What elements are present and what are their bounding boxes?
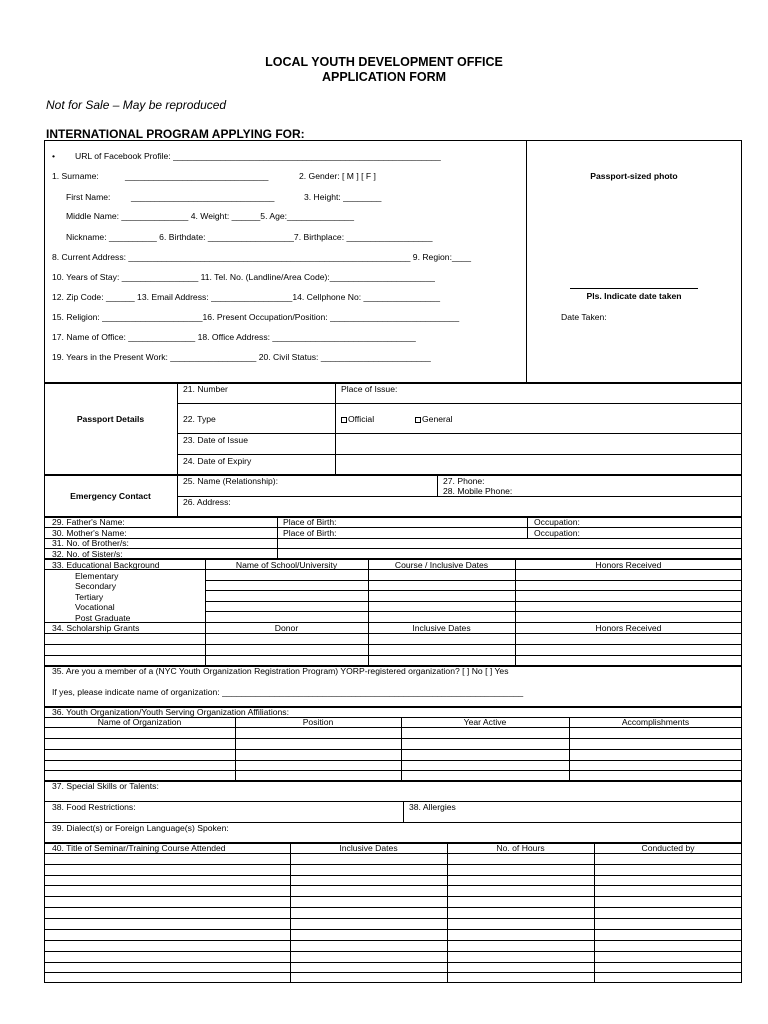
dialects-field[interactable]: 39. Dialect(s) or Foreign Language(s) Spoken: bbox=[52, 823, 229, 833]
course-column-header: Course / Inclusive Dates bbox=[394, 560, 489, 570]
checkbox-icon[interactable] bbox=[341, 417, 347, 423]
height-field[interactable]: 3. Height: ________ bbox=[304, 192, 382, 202]
mother-occupation-label: Occupation: bbox=[534, 528, 580, 538]
level-vocational: Vocational bbox=[75, 602, 115, 612]
emergency-contact-label: Emergency Contact bbox=[70, 491, 151, 501]
mother-name-label: 30. Mother's Name: bbox=[52, 528, 127, 538]
father-birthplace-label: Place of Birth: bbox=[283, 517, 337, 527]
phone-label: 27. Phone: bbox=[443, 476, 485, 486]
official-label: Official bbox=[348, 414, 375, 424]
father-name-label: 29. Father's Name: bbox=[52, 517, 125, 527]
religion-row[interactable]: 15. Religion: _____________________16. Present Occupation/Position: ___________________________ bbox=[52, 312, 460, 322]
first-name-field[interactable]: ______________________________ bbox=[131, 192, 275, 202]
place-of-issue-label: Place of Issue: bbox=[341, 384, 398, 394]
brothers-label: 31. No. of Brother/s: bbox=[52, 538, 129, 548]
conducted-by-column-header: Conducted by bbox=[641, 843, 695, 853]
photo-date-note: Pls. Indicate date taken bbox=[586, 291, 682, 301]
education-table bbox=[44, 559, 742, 666]
seminar-hours-column-header: No. of Hours bbox=[496, 843, 545, 853]
organization-column-header: Name of Organization bbox=[97, 717, 182, 727]
official-option[interactable] bbox=[341, 414, 374, 424]
school-column-header: Name of School/University bbox=[235, 560, 338, 570]
facebook-url-field[interactable]: URL of Facebook Profile: ________________________________________________________ bbox=[75, 151, 441, 161]
passport-number-label: 21. Number bbox=[183, 384, 228, 394]
level-secondary: Secondary bbox=[75, 581, 117, 591]
office-name-row[interactable]: 17. Name of Office: ______________ 18. Office Address: ______________________________ bbox=[52, 332, 416, 342]
emergency-address-label: 26. Address: bbox=[183, 497, 231, 507]
general-label: General bbox=[422, 414, 453, 424]
sisters-label: 32. No. of Sister/s: bbox=[52, 549, 123, 559]
bullet: • bbox=[52, 151, 56, 161]
surname-field[interactable]: ______________________________ bbox=[125, 171, 269, 181]
office-title: LOCAL YOUTH DEVELOPMENT OFFICE bbox=[265, 55, 503, 69]
middle-name-row[interactable]: Middle Name: ______________ 4. Weight: ______5. Age:______________ bbox=[66, 211, 354, 221]
donor-column-header: Donor bbox=[274, 623, 299, 633]
inclusive-dates-column-header: Inclusive Dates bbox=[412, 623, 471, 633]
special-skills-field[interactable]: 37. Special Skills or Talents: bbox=[52, 781, 159, 791]
years-work-row[interactable]: 19. Years in the Present Work: __________________ 20. Civil Status: _______________________ bbox=[52, 352, 431, 362]
level-tertiary: Tertiary bbox=[75, 592, 104, 602]
general-option[interactable] bbox=[415, 414, 453, 424]
honors-column-header: Honors Received bbox=[595, 560, 662, 570]
mother-birthplace-label: Place of Birth: bbox=[283, 528, 337, 538]
mobile-phone-label: 28. Mobile Phone: bbox=[443, 486, 513, 496]
scholarship-honors-column-header: Honors Received bbox=[595, 623, 662, 633]
position-column-header: Position bbox=[302, 717, 334, 727]
current-address-row[interactable]: 8. Current Address: ___________________________________________________________ 9. Region:____ bbox=[52, 252, 472, 262]
father-occupation-label: Occupation: bbox=[534, 517, 580, 527]
affiliations-header: 36. Youth Organization/Youth Serving Organization Affiliations: bbox=[52, 707, 289, 717]
form-title: APPLICATION FORM bbox=[321, 70, 447, 84]
yorp-question[interactable]: 35. Are you a member of a (NYC Youth Organization Registration Program) YORP-registered organization? [ ] No [ ] Yes bbox=[52, 666, 509, 676]
reproduction-note: Not for Sale – May be reproduced bbox=[46, 98, 227, 112]
date-taken-field[interactable]: Date Taken: bbox=[561, 312, 607, 322]
level-post-graduate: Post Graduate bbox=[75, 613, 131, 623]
passport-details-section bbox=[44, 383, 742, 475]
zip-code-row[interactable]: 12. Zip Code: ______ 13. Email Address: _________________14. Cellphone No: ________________ bbox=[52, 292, 440, 302]
seminar-dates-column-header: Inclusive Dates bbox=[339, 843, 398, 853]
program-label: INTERNATIONAL PROGRAM APPLYING FOR: bbox=[46, 127, 305, 141]
year-active-column-header: Year Active bbox=[463, 717, 507, 727]
passport-details-label: Passport Details bbox=[76, 414, 145, 424]
scholarship-header: 34. Scholarship Grants bbox=[52, 623, 140, 633]
yorp-organization-field[interactable]: If yes, please indicate name of organization: _______________________________________________________________ bbox=[52, 687, 524, 697]
date-of-expiry-label: 24. Date of Expiry bbox=[183, 456, 252, 466]
accomplishments-column-header: Accomplishments bbox=[621, 717, 690, 727]
nickname-row[interactable]: Nickname: __________ 6. Birthdate: __________________7. Birthplace: __________________ bbox=[66, 232, 433, 242]
surname-label: 1. Surname: bbox=[52, 171, 99, 181]
passport-photo-label: Passport-sized photo bbox=[590, 171, 678, 181]
food-restrictions-field[interactable]: 38. Food Restrictions: bbox=[52, 802, 136, 812]
seminar-title-column-header: 40. Title of Seminar/Training Course Attended bbox=[52, 843, 226, 853]
emergency-name-label: 25. Name (Relationship): bbox=[183, 476, 279, 486]
first-name-label: First Name: bbox=[66, 192, 111, 202]
education-header: 33. Educational Background bbox=[52, 560, 160, 570]
passport-type-label: 22. Type bbox=[183, 414, 216, 424]
checkbox-icon[interactable] bbox=[415, 417, 421, 423]
years-stay-row[interactable]: 10. Years of Stay: ________________ 11. Tel. No. (Landline/Area Code):______________________ bbox=[52, 272, 435, 282]
level-elementary: Elementary bbox=[75, 571, 119, 581]
gender-field[interactable]: 2. Gender: [ M ] [ F ] bbox=[299, 171, 376, 181]
date-of-issue-label: 23. Date of Issue bbox=[183, 435, 248, 445]
allergies-field[interactable]: 38. Allergies bbox=[409, 802, 456, 812]
